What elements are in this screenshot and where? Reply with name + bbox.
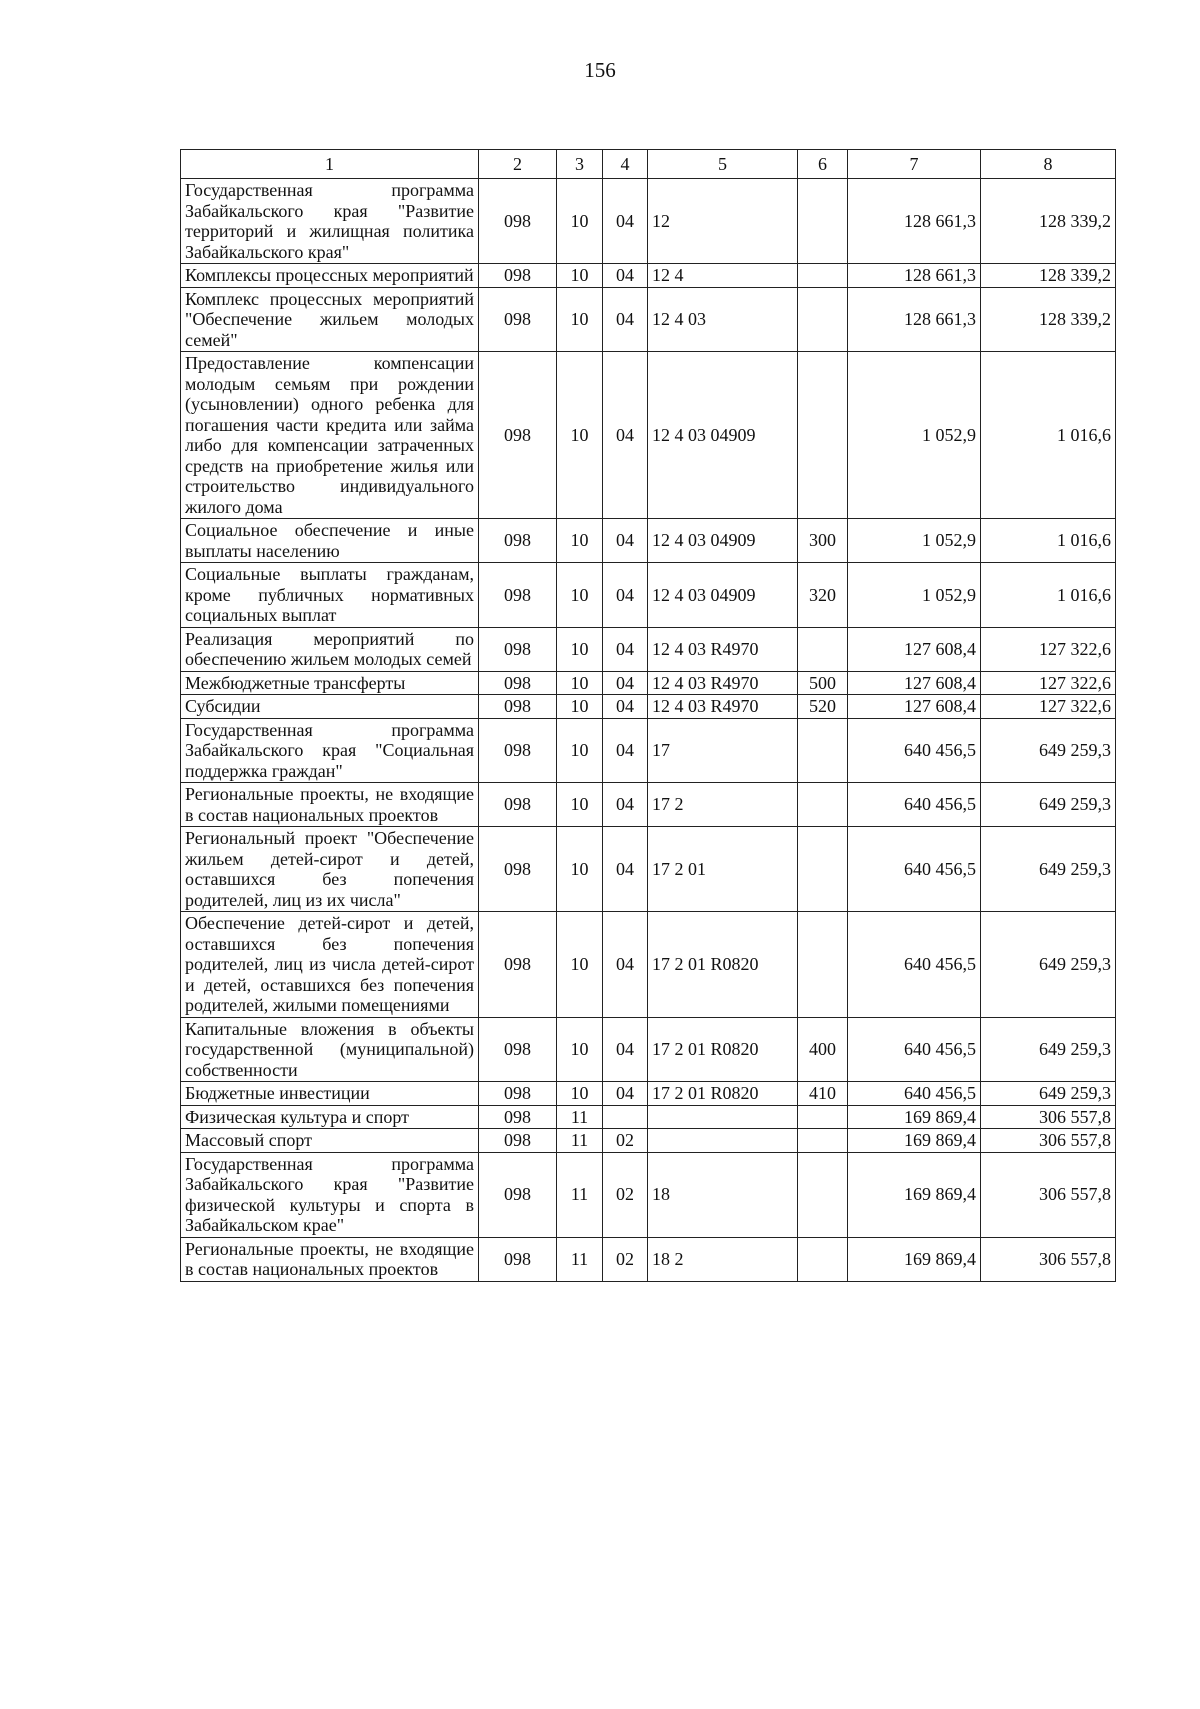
amount-col7-cell: 640 456,5 bbox=[848, 1017, 981, 1082]
row-name-cell: Субсидии bbox=[181, 695, 479, 719]
row-name-cell: Бюджетные инвестиции bbox=[181, 1082, 479, 1106]
expense-type-cell bbox=[798, 827, 848, 912]
section-cell: 11 bbox=[557, 1237, 603, 1281]
expense-type-cell bbox=[798, 352, 848, 519]
section-cell: 10 bbox=[557, 912, 603, 1018]
subsection-cell: 02 bbox=[603, 1152, 648, 1237]
target-article-cell bbox=[648, 1129, 798, 1153]
section-cell: 11 bbox=[557, 1152, 603, 1237]
amount-col7-cell: 640 456,5 bbox=[848, 827, 981, 912]
expense-type-cell bbox=[798, 264, 848, 288]
admin-code-cell: 098 bbox=[479, 1017, 557, 1082]
row-name-cell: Капитальные вложения в объекты государственной (муниципальной) собственности bbox=[181, 1017, 479, 1082]
section-cell: 10 bbox=[557, 783, 603, 827]
target-article-cell: 12 4 03 bbox=[648, 287, 798, 352]
row-name-cell: Социальное обеспечение и иные выплаты населению bbox=[181, 519, 479, 563]
amount-col7-cell: 1 052,9 bbox=[848, 352, 981, 519]
amount-col7-cell: 128 661,3 bbox=[848, 264, 981, 288]
expense-type-cell bbox=[798, 287, 848, 352]
table-row bbox=[181, 1152, 1116, 1237]
header-cell-5: 5 bbox=[648, 150, 798, 179]
target-article-cell: 12 4 03 04909 bbox=[648, 519, 798, 563]
table-row bbox=[181, 1129, 1116, 1153]
section-cell: 10 bbox=[557, 695, 603, 719]
table-row bbox=[181, 563, 1116, 628]
admin-code-cell: 098 bbox=[479, 352, 557, 519]
subsection-cell: 04 bbox=[603, 179, 648, 264]
expense-type-cell: 320 bbox=[798, 563, 848, 628]
subsection-cell: 04 bbox=[603, 1082, 648, 1106]
amount-col8-cell: 306 557,8 bbox=[981, 1152, 1116, 1237]
amount-col7-cell: 640 456,5 bbox=[848, 912, 981, 1018]
table-row bbox=[181, 1082, 1116, 1106]
row-name-cell: Региональные проекты, не входящие в состав национальных проектов bbox=[181, 1237, 479, 1281]
expense-type-cell: 410 bbox=[798, 1082, 848, 1106]
header-cell-4: 4 bbox=[603, 150, 648, 179]
subsection-cell: 04 bbox=[603, 783, 648, 827]
amount-col8-cell: 306 557,8 bbox=[981, 1237, 1116, 1281]
expense-type-cell bbox=[798, 1129, 848, 1153]
amount-col7-cell: 169 869,4 bbox=[848, 1105, 981, 1129]
header-cell-1: 1 bbox=[181, 150, 479, 179]
admin-code-cell: 098 bbox=[479, 1105, 557, 1129]
section-cell: 10 bbox=[557, 718, 603, 783]
subsection-cell: 04 bbox=[603, 287, 648, 352]
admin-code-cell: 098 bbox=[479, 912, 557, 1018]
amount-col8-cell: 649 259,3 bbox=[981, 783, 1116, 827]
subsection-cell: 04 bbox=[603, 827, 648, 912]
row-name-cell: Массовый спорт bbox=[181, 1129, 479, 1153]
row-name-cell: Государственная программа Забайкальского края "Социальная поддержка граждан" bbox=[181, 718, 479, 783]
amount-col8-cell: 649 259,3 bbox=[981, 1082, 1116, 1106]
amount-col8-cell: 127 322,6 bbox=[981, 627, 1116, 671]
admin-code-cell: 098 bbox=[479, 1129, 557, 1153]
amount-col7-cell: 1 052,9 bbox=[848, 563, 981, 628]
target-article-cell: 17 bbox=[648, 718, 798, 783]
section-cell: 10 bbox=[557, 627, 603, 671]
subsection-cell bbox=[603, 1105, 648, 1129]
amount-col8-cell: 127 322,6 bbox=[981, 671, 1116, 695]
section-cell: 10 bbox=[557, 352, 603, 519]
admin-code-cell: 098 bbox=[479, 179, 557, 264]
table-row bbox=[181, 695, 1116, 719]
table-row bbox=[181, 264, 1116, 288]
target-article-cell: 12 4 03 04909 bbox=[648, 352, 798, 519]
admin-code-cell: 098 bbox=[479, 827, 557, 912]
row-name-cell: Обеспечение детей-сирот и детей, оставшихся без попечения родителей, лиц из числа детей-сирот и детей, оставшихся без попечения родителей, жилыми помещениями bbox=[181, 912, 479, 1018]
row-name-cell: Региональные проекты, не входящие в состав национальных проектов bbox=[181, 783, 479, 827]
target-article-cell: 17 2 01 R0820 bbox=[648, 1017, 798, 1082]
target-article-cell: 12 4 03 R4970 bbox=[648, 627, 798, 671]
table-row bbox=[181, 1017, 1116, 1082]
table-row bbox=[181, 671, 1116, 695]
subsection-cell: 02 bbox=[603, 1237, 648, 1281]
amount-col7-cell: 640 456,5 bbox=[848, 1082, 981, 1106]
expense-type-cell bbox=[798, 912, 848, 1018]
amount-col7-cell: 127 608,4 bbox=[848, 695, 981, 719]
amount-col8-cell: 128 339,2 bbox=[981, 179, 1116, 264]
target-article-cell: 17 2 01 R0820 bbox=[648, 1082, 798, 1106]
subsection-cell: 04 bbox=[603, 563, 648, 628]
subsection-cell: 04 bbox=[603, 695, 648, 719]
amount-col8-cell: 1 016,6 bbox=[981, 352, 1116, 519]
target-article-cell: 18 2 bbox=[648, 1237, 798, 1281]
table-row bbox=[181, 718, 1116, 783]
subsection-cell: 04 bbox=[603, 671, 648, 695]
expense-type-cell bbox=[798, 718, 848, 783]
row-name-cell: Предоставление компенсации молодым семьям при рождении (усыновлении) одного ребенка для погашения части кредита или займа либо для компенсации затраченных средств на приобретение жилья или строительство индивидуального жилого дома bbox=[181, 352, 479, 519]
admin-code-cell: 098 bbox=[479, 718, 557, 783]
admin-code-cell: 098 bbox=[479, 287, 557, 352]
amount-col7-cell: 169 869,4 bbox=[848, 1152, 981, 1237]
amount-col7-cell: 127 608,4 bbox=[848, 627, 981, 671]
amount-col8-cell: 128 339,2 bbox=[981, 287, 1116, 352]
row-name-cell: Межбюджетные трансферты bbox=[181, 671, 479, 695]
target-article-cell: 12 bbox=[648, 179, 798, 264]
table-row bbox=[181, 1237, 1116, 1281]
row-name-cell: Социальные выплаты гражданам, кроме публичных нормативных социальных выплат bbox=[181, 563, 479, 628]
table-row bbox=[181, 783, 1116, 827]
amount-col7-cell: 169 869,4 bbox=[848, 1237, 981, 1281]
section-cell: 10 bbox=[557, 287, 603, 352]
admin-code-cell: 098 bbox=[479, 1237, 557, 1281]
amount-col8-cell: 649 259,3 bbox=[981, 827, 1116, 912]
expense-type-cell: 500 bbox=[798, 671, 848, 695]
expense-type-cell bbox=[798, 627, 848, 671]
table-row bbox=[181, 519, 1116, 563]
header-cell-7: 7 bbox=[848, 150, 981, 179]
expense-type-cell bbox=[798, 783, 848, 827]
budget-table bbox=[180, 149, 1116, 1282]
expense-type-cell: 520 bbox=[798, 695, 848, 719]
row-name-cell: Комплекс процессных мероприятий "Обеспечение жильем молодых семей" bbox=[181, 287, 479, 352]
target-article-cell: 12 4 bbox=[648, 264, 798, 288]
page-number: 156 bbox=[584, 58, 616, 82]
admin-code-cell: 098 bbox=[479, 519, 557, 563]
subsection-cell: 04 bbox=[603, 264, 648, 288]
section-cell: 10 bbox=[557, 827, 603, 912]
expense-type-cell bbox=[798, 1237, 848, 1281]
table-row bbox=[181, 1105, 1116, 1129]
header-cell-8: 8 bbox=[981, 150, 1116, 179]
admin-code-cell: 098 bbox=[479, 627, 557, 671]
row-name-cell: Государственная программа Забайкальского края "Развитие физической культуры и спорта в Забайкальском крае" bbox=[181, 1152, 479, 1237]
section-cell: 10 bbox=[557, 1082, 603, 1106]
amount-col8-cell: 649 259,3 bbox=[981, 1017, 1116, 1082]
section-cell: 10 bbox=[557, 1017, 603, 1082]
table-row bbox=[181, 912, 1116, 1018]
amount-col7-cell: 169 869,4 bbox=[848, 1129, 981, 1153]
amount-col7-cell: 640 456,5 bbox=[848, 783, 981, 827]
row-name-cell: Государственная программа Забайкальского края "Развитие территорий и жилищная политика Забайкальского края" bbox=[181, 179, 479, 264]
target-article-cell: 12 4 03 04909 bbox=[648, 563, 798, 628]
subsection-cell: 04 bbox=[603, 1017, 648, 1082]
table-row bbox=[181, 179, 1116, 264]
expense-type-cell: 400 bbox=[798, 1017, 848, 1082]
amount-col7-cell: 1 052,9 bbox=[848, 519, 981, 563]
table-row bbox=[181, 827, 1116, 912]
section-cell: 10 bbox=[557, 563, 603, 628]
table-row bbox=[181, 352, 1116, 519]
admin-code-cell: 098 bbox=[479, 264, 557, 288]
amount-col8-cell: 1 016,6 bbox=[981, 519, 1116, 563]
subsection-cell: 04 bbox=[603, 627, 648, 671]
amount-col7-cell: 127 608,4 bbox=[848, 671, 981, 695]
subsection-cell: 04 bbox=[603, 519, 648, 563]
amount-col8-cell: 127 322,6 bbox=[981, 695, 1116, 719]
amount-col8-cell: 1 016,6 bbox=[981, 563, 1116, 628]
target-article-cell: 17 2 bbox=[648, 783, 798, 827]
subsection-cell: 04 bbox=[603, 718, 648, 783]
target-article-cell bbox=[648, 1105, 798, 1129]
admin-code-cell: 098 bbox=[479, 783, 557, 827]
header-cell-3: 3 bbox=[557, 150, 603, 179]
section-cell: 11 bbox=[557, 1105, 603, 1129]
subsection-cell: 02 bbox=[603, 1129, 648, 1153]
admin-code-cell: 098 bbox=[479, 1082, 557, 1106]
target-article-cell: 18 bbox=[648, 1152, 798, 1237]
row-name-cell: Региональный проект "Обеспечение жильем детей-сирот и детей, оставшихся без попечения родителей, лиц из их числа" bbox=[181, 827, 479, 912]
header-cell-2: 2 bbox=[479, 150, 557, 179]
section-cell: 10 bbox=[557, 264, 603, 288]
table-header-row bbox=[181, 150, 1116, 179]
amount-col8-cell: 649 259,3 bbox=[981, 912, 1116, 1018]
target-article-cell: 12 4 03 R4970 bbox=[648, 695, 798, 719]
row-name-cell: Комплексы процессных мероприятий bbox=[181, 264, 479, 288]
target-article-cell: 12 4 03 R4970 bbox=[648, 671, 798, 695]
amount-col8-cell: 306 557,8 bbox=[981, 1105, 1116, 1129]
amount-col8-cell: 649 259,3 bbox=[981, 718, 1116, 783]
amount-col7-cell: 128 661,3 bbox=[848, 287, 981, 352]
expense-type-cell bbox=[798, 179, 848, 264]
subsection-cell: 04 bbox=[603, 912, 648, 1018]
amount-col8-cell: 306 557,8 bbox=[981, 1129, 1116, 1153]
admin-code-cell: 098 bbox=[479, 671, 557, 695]
row-name-cell: Физическая культура и спорт bbox=[181, 1105, 479, 1129]
table-row bbox=[181, 287, 1116, 352]
admin-code-cell: 098 bbox=[479, 695, 557, 719]
row-name-cell: Реализация мероприятий по обеспечению жильем молодых семей bbox=[181, 627, 479, 671]
section-cell: 10 bbox=[557, 519, 603, 563]
expense-type-cell bbox=[798, 1105, 848, 1129]
table-row bbox=[181, 627, 1116, 671]
expense-type-cell bbox=[798, 1152, 848, 1237]
target-article-cell: 17 2 01 R0820 bbox=[648, 912, 798, 1018]
target-article-cell: 17 2 01 bbox=[648, 827, 798, 912]
header-cell-6: 6 bbox=[798, 150, 848, 179]
amount-col7-cell: 128 661,3 bbox=[848, 179, 981, 264]
admin-code-cell: 098 bbox=[479, 1152, 557, 1237]
expense-type-cell: 300 bbox=[798, 519, 848, 563]
admin-code-cell: 098 bbox=[479, 563, 557, 628]
subsection-cell: 04 bbox=[603, 352, 648, 519]
amount-col7-cell: 640 456,5 bbox=[848, 718, 981, 783]
section-cell: 10 bbox=[557, 179, 603, 264]
section-cell: 11 bbox=[557, 1129, 603, 1153]
section-cell: 10 bbox=[557, 671, 603, 695]
amount-col8-cell: 128 339,2 bbox=[981, 264, 1116, 288]
